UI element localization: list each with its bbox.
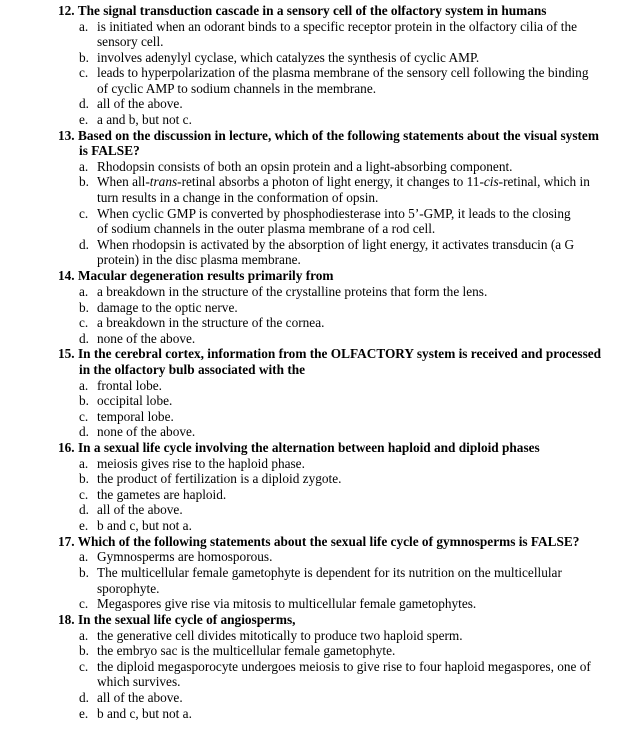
question-17-option-c: c. Megaspores give rise via mitosis to multicellular female gametophytes. [79, 596, 477, 611]
question-13-option-b: b. When all-trans-retinal absorbs a photon of light energy, it changes to 11-cis-retinal, which in [79, 174, 590, 189]
question-17-option-a: a. Gymnosperms are homosporous. [79, 549, 273, 564]
question-18-option-c-cont: which survives. [97, 674, 181, 689]
question-15-option-a: a. frontal lobe. [79, 378, 162, 393]
question-18-text: 18. In the sexual life cycle of angiosperms, [58, 612, 296, 627]
question-13-text: 13. Based on the discussion in lecture, which of the following statements about the visual system [58, 128, 599, 143]
question-16-option-e: e. b and c, but not a. [79, 518, 192, 533]
question-17-option-b-cont: sporophyte. [97, 581, 160, 596]
question-13-option-d: d. When rhodopsin is activated by the absorption of light energy, it activates transducin (a G [79, 237, 575, 252]
question-13-option-c: c. When cyclic GMP is converted by phosphodiesterase into 5’-GMP, it leads to the closing [79, 206, 571, 221]
question-18-option-d: d. all of the above. [79, 690, 183, 705]
question-12-text: 12. The signal transduction cascade in a sensory cell of the olfactory system in humans [58, 3, 547, 18]
question-16-option-b: b. the product of fertilization is a diploid zygote. [79, 471, 342, 486]
question-18-option-e: e. b and c, but not a. [79, 706, 192, 721]
question-14-option-a: a. a breakdown in the structure of the crystalline proteins that form the lens. [79, 284, 488, 299]
question-13-option-b-cont: turn results in a change in the conformation of opsin. [97, 190, 379, 205]
question-17-option-b: b. The multicellular female gametophyte is dependent for its nutrition on the multicellular [79, 565, 562, 580]
question-15-option-c: c. temporal lobe. [79, 409, 174, 424]
question-15-text-cont: in the olfactory bulb associated with the [79, 362, 306, 377]
question-14-option-b: b. damage to the optic nerve. [79, 300, 238, 315]
question-13-option-c-cont: of sodium channels in the outer plasma membrane of a rod cell. [97, 221, 436, 236]
question-18-option-b: b. the embryo sac is the multicellular female gametophyte. [79, 643, 396, 658]
question-15-option-d: d. none of the above. [79, 424, 196, 439]
question-18-option-c: c. the diploid megasporocyte undergoes meiosis to give rise to four haploid megaspores, one of [79, 659, 591, 674]
question-13-text-cont: is FALSE? [79, 143, 140, 158]
question-12-option-a-cont: sensory cell. [97, 34, 164, 49]
question-12-option-d: d. all of the above. [79, 96, 183, 111]
question-16-text: 16. In a sexual life cycle involving the alternation between haploid and diploid phases [58, 440, 540, 455]
question-16-option-c: c. the gametes are haploid. [79, 487, 227, 502]
question-15-text: 15. In the cerebral cortex, information from the OLFACTORY system is received and processed [58, 346, 602, 361]
question-12-option-c: c. leads to hyperpolarization of the plasma membrane of the sensory cell following the binding [79, 65, 589, 80]
question-12-option-b: b. involves adenylyl cyclase, which catalyzes the synthesis of cyclic AMP. [79, 50, 480, 65]
question-12-option-a: a. is initiated when an odorant binds to a specific receptor protein in the olfactory cilia of the [79, 19, 578, 34]
question-14-option-c: c. a breakdown in the structure of the cornea. [79, 315, 325, 330]
question-14-text: 14. Macular degeneration results primarily from [58, 268, 334, 283]
question-16-option-d: d. all of the above. [79, 502, 183, 517]
question-12-option-c-cont: of cyclic AMP to sodium channels in the membrane. [97, 81, 377, 96]
question-14-option-d: d. none of the above. [79, 331, 196, 346]
question-13-option-a: a. Rhodopsin consists of both an opsin protein and a light-absorbing component. [79, 159, 513, 174]
question-15-option-b: b. occipital lobe. [79, 393, 173, 408]
question-16-option-a: a. meiosis gives rise to the haploid phase. [79, 456, 305, 471]
question-12-option-e: e. a and b, but not c. [79, 112, 192, 127]
question-18-option-a: a. the generative cell divides mitotically to produce two haploid sperm. [79, 628, 463, 643]
question-13-option-d-cont: protein) in the disc plasma membrane. [97, 252, 301, 267]
question-17-text: 17. Which of the following statements about the sexual life cycle of gymnosperms is FALSE? [58, 534, 580, 549]
